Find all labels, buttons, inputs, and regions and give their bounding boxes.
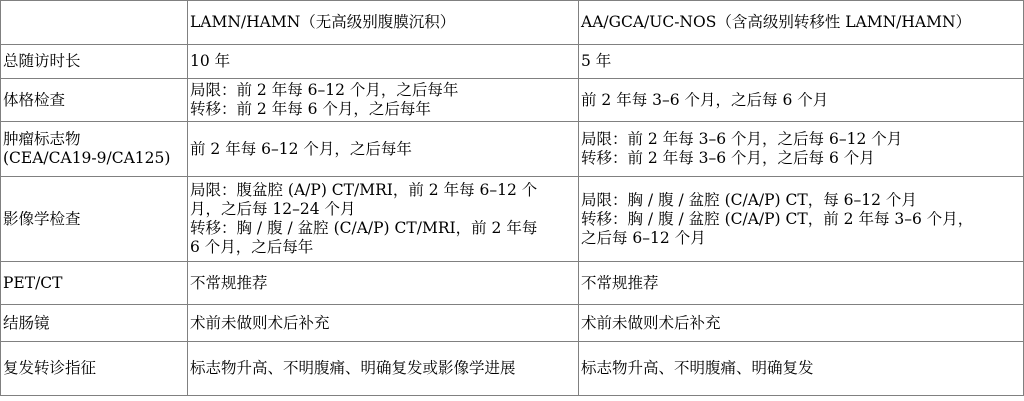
aa-cell	[579, 305, 1024, 342]
header-lamn-hamn: LAMN/HAMN（无高级别腹膜沉积）	[188, 1, 579, 45]
lamn-line: 术前未做则术后补充	[190, 313, 330, 332]
aa-cell	[579, 45, 1024, 79]
aa-line: 不常规推荐	[581, 273, 659, 292]
lamn-line: 标志物升高、不明腹痛、明确复发或影像学进展	[190, 359, 516, 377]
row-pet-ct	[1, 262, 1024, 305]
row-physical-exam	[1, 79, 1024, 122]
label-line: 体格检查	[3, 90, 66, 109]
lamn-line: 前 2 年每 6–12 个月，之后每年	[190, 139, 412, 158]
aa-cell	[579, 262, 1024, 305]
label-line: 影像学检查	[3, 209, 81, 228]
row-label	[1, 79, 188, 122]
lamn-cell	[188, 305, 579, 342]
row-label	[1, 342, 188, 396]
row-label	[1, 177, 188, 262]
aa-line: 局限：前 2 年每 3–6 个月，之后每 6–12 个月	[581, 130, 903, 148]
row-imaging	[1, 177, 1024, 262]
aa-line: 前 2 年每 3–6 个月，之后每 6 个月	[581, 90, 829, 109]
lamn-line: 月，之后每 12–24 个月	[190, 200, 356, 218]
row-label	[1, 45, 188, 79]
label-line: 复发转诊指征	[3, 359, 97, 377]
row-recurrence-referral	[1, 342, 1024, 396]
lamn-cell	[188, 122, 579, 177]
lamn-line: 转移：胸 / 腹 / 盆腔 (C/A/P) CT/MRI，前 2 年每	[190, 219, 538, 237]
aa-cell	[579, 79, 1024, 122]
label-line: 总随访时长	[3, 52, 81, 70]
lamn-line: 10 年	[190, 52, 231, 70]
lamn-cell	[188, 45, 579, 79]
aa-line: 局限：胸 / 腹 / 盆腔 (C/A/P) CT，每 6–12 个月	[581, 190, 917, 209]
aa-cell	[579, 122, 1024, 177]
lamn-line: 6 个月，之后每年	[190, 238, 314, 256]
aa-line: 术前未做则术后补充	[581, 313, 721, 332]
lamn-line: 局限：腹盆腔 (A/P) CT/MRI，前 2 年每 6–12 个	[190, 181, 538, 199]
aa-cell	[579, 177, 1024, 262]
aa-line: 标志物升高、不明腹痛、明确复发	[581, 359, 814, 377]
row-total-follow-up	[1, 45, 1024, 79]
header-aa-gca-uc-nos: AA/GCA/UC-NOS（含高级别转移性 LAMN/HAMN）	[579, 1, 1024, 45]
label-line: PET/CT	[3, 273, 63, 292]
lamn-cell	[188, 342, 579, 396]
lamn-cell	[188, 79, 579, 122]
lamn-line: 不常规推荐	[190, 273, 268, 292]
row-label	[1, 262, 188, 305]
header-empty-cell	[1, 1, 188, 45]
aa-cell	[579, 342, 1024, 396]
label-line: (CEA/CA19-9/CA125)	[3, 149, 171, 167]
aa-line: 5 年	[581, 52, 612, 70]
row-tumor-markers	[1, 122, 1024, 177]
lamn-line: 转移：前 2 年每 6 个月，之后每年	[190, 100, 431, 118]
aa-line: 转移：胸 / 腹 / 盆腔 (C/A/P) CT，前 2 年每 3–6 个月，	[581, 209, 974, 228]
header-row	[1, 1, 1024, 45]
lamn-cell	[188, 177, 579, 262]
lamn-line: 局限：前 2 年每 6–12 个月，之后每年	[190, 81, 459, 99]
label-line: 肿瘤标志物	[3, 130, 81, 148]
row-label	[1, 122, 188, 177]
lamn-cell	[188, 262, 579, 305]
aa-line: 之后每 6–12 个月	[581, 228, 706, 247]
row-label	[1, 305, 188, 342]
aa-line: 转移：前 2 年每 3–6 个月，之后每 6 个月	[581, 149, 875, 167]
row-colonoscopy	[1, 305, 1024, 342]
label-line: 结肠镜	[3, 313, 50, 332]
